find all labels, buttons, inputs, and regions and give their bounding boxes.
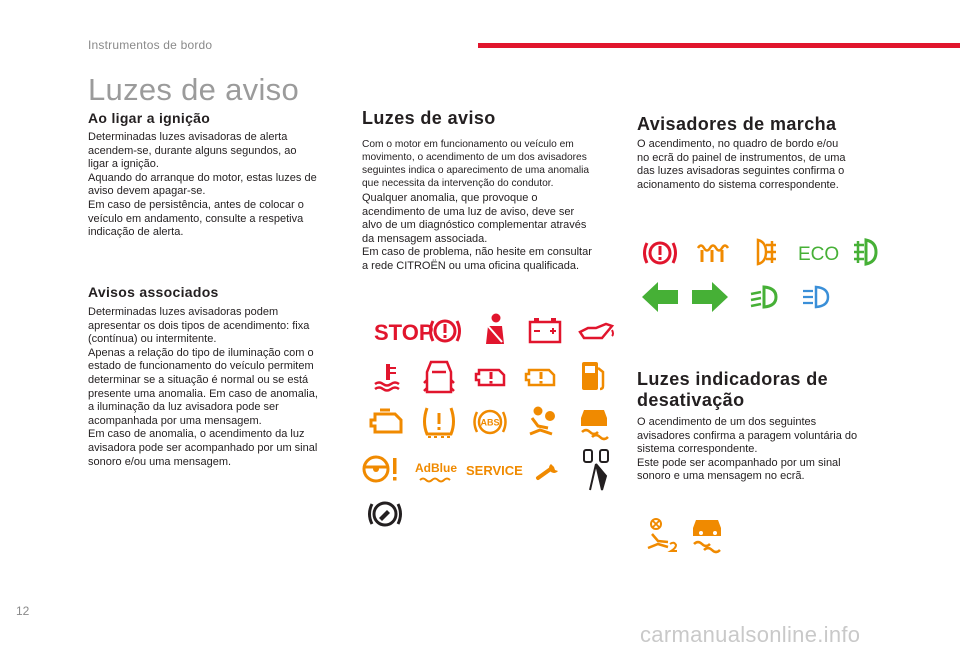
- text-line: avisadora pode ser acompanhado por um sinal: [88, 441, 318, 454]
- text-line: veículo em andamento, consulte a respetiva: [88, 212, 304, 225]
- text-line: determinar se a situação é normal ou se está: [88, 373, 309, 386]
- tyre-pressure-icon: [420, 404, 458, 440]
- running-paragraph: [637, 138, 897, 192]
- fuel-low-icon: [578, 358, 608, 394]
- text-line: aviso devem apagar-se.: [88, 185, 206, 198]
- text-line: acendem-se, durante alguns segundos, ao: [88, 144, 297, 157]
- warning-intro-paragraph: [362, 138, 622, 190]
- door-open-icon: [423, 358, 455, 398]
- page-title: Luzes de aviso: [88, 72, 299, 107]
- text-line: presente uma anomalia. Em caso de anomalia,: [88, 387, 318, 400]
- front-fog-light-icon: [850, 236, 884, 268]
- header-red-rule: [478, 43, 960, 48]
- text-line: apresentar os dois tipos de acendimento: fixa: [88, 319, 310, 332]
- svg-text:ABS: ABS: [480, 417, 500, 428]
- service-icon: [464, 458, 523, 482]
- text-line: Determinadas luzes avisadoras de alerta: [88, 131, 288, 143]
- text-line: que necessita da intervenção do condutor.: [362, 178, 554, 189]
- svg-text:SERVICE: SERVICE: [466, 463, 523, 478]
- text-line: acompanhada por uma mensagem.: [88, 414, 262, 427]
- turn-left-icon: [640, 280, 680, 314]
- text-line: seguintes indica o aparecimento de uma anomalia: [362, 165, 590, 176]
- heading-line: Luzes indicadoras de: [637, 369, 829, 389]
- turn-right-icon: [690, 280, 730, 314]
- coolant-temperature-icon: [372, 362, 404, 392]
- airbag-icon: [524, 404, 560, 440]
- svg-text:ECO: ECO: [798, 244, 840, 265]
- text-line: acionamento do sistema correspondente.: [637, 178, 839, 191]
- page-number: 12: [16, 604, 30, 618]
- text-line: Em caso de persistência, antes de colocar o: [88, 198, 304, 211]
- running-header: Instrumentos de bordo: [88, 38, 213, 52]
- text-line: estado de funcionamento do veículo permitem: [88, 360, 314, 373]
- stop-icon: [372, 316, 434, 346]
- text-line: sonoro e uma mensagem no ecrã.: [637, 470, 805, 483]
- ignition-paragraph: [88, 131, 348, 240]
- text-line: acendimento de uma luz de aviso, deve ser: [362, 205, 575, 218]
- battery-icon: [528, 316, 562, 344]
- text-line: O acendimento de um dos seguintes: [637, 416, 817, 428]
- stability-control-off-icon: [690, 514, 726, 554]
- text-line: avisadores confirma a paragem voluntária do: [637, 429, 858, 442]
- text-line: Aquando do arranque do motor, estas luzes de: [88, 171, 317, 184]
- svg-text:AdBlue: AdBlue: [415, 461, 457, 475]
- text-line: ligar a ignição.: [88, 158, 159, 171]
- text-line: Em caso de anomalia, o acendimento da luz: [88, 428, 305, 441]
- text-line: movimento, o acendimento de um dos avisadores: [362, 152, 587, 163]
- text-line: Em caso de problema, não hesite em consultar: [362, 246, 592, 259]
- dipped-beam-icon: [748, 284, 782, 310]
- text-line: Este pode ser acompanhado por um sinal: [637, 456, 841, 469]
- parking-brake-fault-icon: [366, 498, 404, 530]
- associated-heading: Avisos associados: [88, 284, 219, 300]
- watermark: carmanualsonline.info: [640, 622, 861, 647]
- oil-pressure-icon: [576, 316, 616, 344]
- text-line: O acendimento, no quadro de bordo e/ou: [637, 138, 839, 150]
- associated-paragraph: [88, 306, 348, 469]
- text-line: a iluminação da luz avisadora pode ser: [88, 401, 279, 414]
- text-line: Apenas a relação do tipo de iluminação com o: [88, 346, 314, 359]
- engine-fault-orange-icon: [524, 362, 558, 390]
- power-steering-icon: [360, 452, 400, 486]
- passenger-airbag-off-icon: [644, 516, 680, 554]
- stability-control-icon: [578, 404, 612, 440]
- main-beam-icon: [800, 284, 834, 310]
- clutch-pedal-icon: [580, 446, 616, 492]
- engine-fault-red-icon: [474, 362, 508, 390]
- deactivation-heading: [637, 369, 828, 411]
- wrench-icon: [534, 458, 564, 484]
- preheating-icon: [694, 240, 730, 266]
- abs-icon: [472, 406, 508, 438]
- parking-brake-icon: [640, 238, 680, 268]
- text-line: a rede CITROËN ou uma oficina qualificada.: [362, 259, 580, 272]
- text-line: Qualquer anomalia, que provoque o: [362, 192, 538, 204]
- svg-text:STOP: STOP: [374, 320, 434, 345]
- heading-line: desativação: [637, 390, 745, 410]
- eco-icon: [796, 240, 842, 266]
- text-line: sonoro e/ou uma mensagem.: [88, 455, 232, 468]
- engine-warning-icon: [368, 406, 408, 438]
- text-line: no ecrã do painel de instrumentos, de uma: [637, 151, 846, 164]
- running-lights-heading: Avisadores de marcha: [637, 114, 837, 134]
- deactivation-paragraph: [637, 416, 899, 484]
- text-line: alvo de um diagnóstico complementar através: [362, 219, 587, 232]
- text-line: das luzes avisadoras seguintes confirma o: [637, 165, 845, 178]
- text-line: Com o motor em funcionamento ou veículo em: [362, 139, 574, 150]
- warning-paragraph: [362, 192, 624, 274]
- adblue-icon: [412, 458, 458, 486]
- ignition-heading: Ao ligar a ignição: [88, 110, 211, 126]
- text-line: sistema correspondente.: [637, 443, 758, 456]
- text-line: indicação de alerta.: [88, 226, 184, 239]
- text-line: Determinadas luzes avisadoras podem: [88, 306, 279, 318]
- brake-system-icon: [428, 316, 462, 346]
- text-line: da mensagem associada.: [362, 232, 488, 245]
- seatbelt-icon: [480, 312, 510, 348]
- rear-fog-light-icon: [748, 236, 782, 268]
- text-line: (contínua) ou intermitente.: [88, 333, 217, 346]
- warning-lights-heading: Luzes de aviso: [362, 108, 496, 128]
